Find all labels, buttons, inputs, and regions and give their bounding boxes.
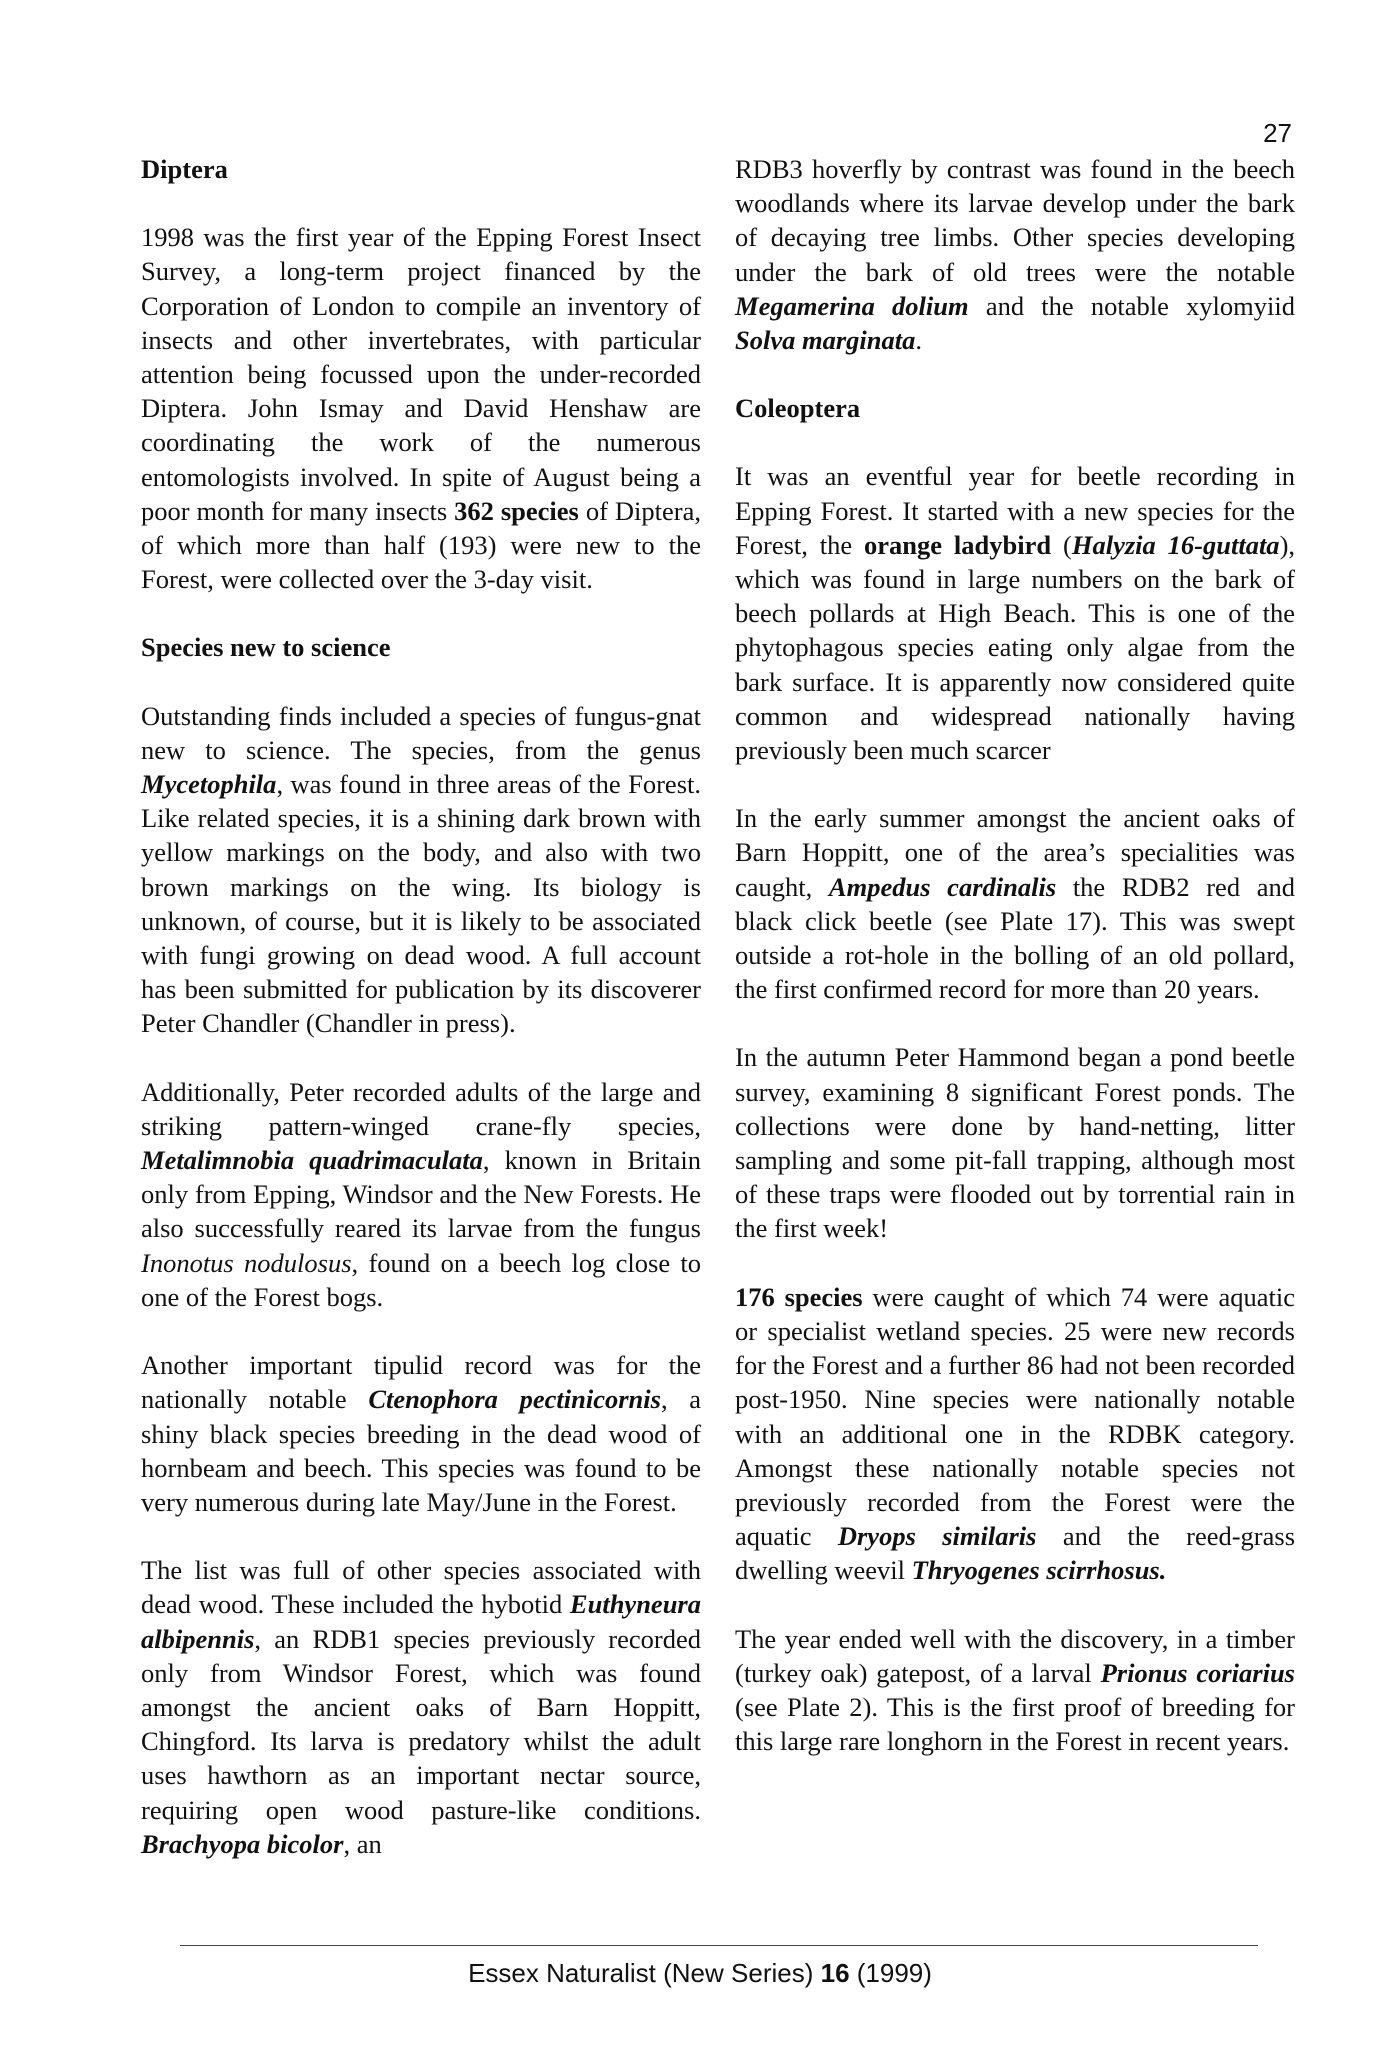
paragraph-pond-survey: In the autumn Peter Hammond began a pond beetle survey, examining 8 significant Forest ponds. The collections were done by hand-netting, litter sampling and some pit-fall trapping, although most of these traps were flooded out by torrential rain in the first week! [735, 1042, 1295, 1244]
paragraph-diptera-intro: 1998 was the first year of the Epping Forest Insect Survey, a long-term project financed by the Corporation of London to compile an inventory of insects and other invertebrates, with particular attention being focussed upon the under-recorded Diptera. John Ismay and David Henshaw are coordinating the work of the numerous entomologists involved. In spite of August being a poor month for many insects 362 species of Diptera, of which more than half (193) were new to the Forest, were collected over the 3-day visit. [141, 222, 702, 595]
right-column [735, 152, 1295, 1758]
paragraph-mycetophila: Outstanding finds included a species of fungus-gnat new to science. The species, from the genus Mycetophila, was found in three areas of the Forest. Like related species, it is a shining dark brown with yellow markings on the body, and also with two brown markings on the wing. Its biology is unknown, of course, but it is likely to be associated with fungi growing on dead wood. A full account has been submitted for publication by its discoverer Peter Chandler (Chandler in press). [141, 700, 701, 1039]
paragraph-ctenophora: Another important tipulid record was for the nationally notable Ctenophora pectinicornis, a shiny black species breeding in the dead wood of hornbeam and beech. This species was found to be very numerous during late May/June in the Forest. [141, 1350, 701, 1517]
paragraph-metalimnobia: Additionally, Peter recorded adults of the large and striking pattern-winged crane-fly species, Metalimnobia quadrimaculata, known in Britain only from Epping, Windsor and the New Forests. He also successfully reared its larvae from the fungus Inonotus nodulosus, found on a beech log close to one of the Forest bogs. [141, 1076, 701, 1312]
left-column [141, 152, 701, 1861]
paragraph-prionus: The year ended well with the discovery, in a timber (turkey oak) gatepost, of a larval Prionus coriarius (see Plate 2). This is the first proof of breeding for this large rare longhorn in the Forest in recent years. [735, 1623, 1295, 1757]
paragraph-orange-ladybird: It was an eventful year for beetle recording in Epping Forest. It started with a new species for the Forest, the orange ladybird (Halyzia 16-guttata), which was found in large numbers on the bark of beech pollards at High Beach. This is one of the phytophagous species eating only algae from the bark surface. It is apparently now considered quite common and widespread nationally having previously been much scarcer [735, 461, 1296, 766]
section-heading-coleoptera: Coleoptera [735, 393, 861, 424]
paragraph-hoverfly: RDB3 hoverfly by contrast was found in the beech woodlands where its larvae develop under the bark of decaying tree limbs. Other species developing under the bark of old trees were the notable Megamerina dolium and the notable xylomyiid Solva marginata. [735, 154, 1295, 356]
section-heading-diptera: Diptera [141, 154, 228, 184]
footer-rule [180, 1945, 1258, 1946]
paragraph-dead-wood: The list was full of other species associated with dead wood. These included the hybotid Euthyneura albipennis, an RDB1 species previously recorded only from Windsor Forest, which was found amongst the ancient oaks of Barn Hoppitt, Chingford. Its larva is predatory whilst the adult uses hawthorn as an important nectar source, requiring open wood pasture-like conditions. Brachyopa bicolor, an [141, 1555, 701, 1859]
page-number: 27 [1263, 118, 1292, 148]
subheading-species-new: Species new to science [141, 632, 391, 663]
footer-citation: Essex Naturalist (New Series) 16 (1999) [468, 1958, 932, 1988]
paragraph-ampedus: In the early summer amongst the ancient oaks of Barn Hoppitt, one of the area’s specialities was caught, Ampedus cardinalis the RDB2 red and black click beetle (see Plate 17). This was swept outside a rot-hole in the bolling of an old pollard, the first confirmed record for more than 20 years. [735, 803, 1295, 1005]
paragraph-176-species: 176 species were caught of which 74 were aquatic or specialist wetland species. 25 were new records for the Forest and a further 86 had not been recorded post-1950. Nine species were nationally notable with an additional one in the RDBK category. Amongst these nationally notable species not previously recorded from the Forest were the aquatic Dryops similaris and the reed-grass dwelling weevil Thryogenes scirrhosus. [735, 1281, 1296, 1586]
